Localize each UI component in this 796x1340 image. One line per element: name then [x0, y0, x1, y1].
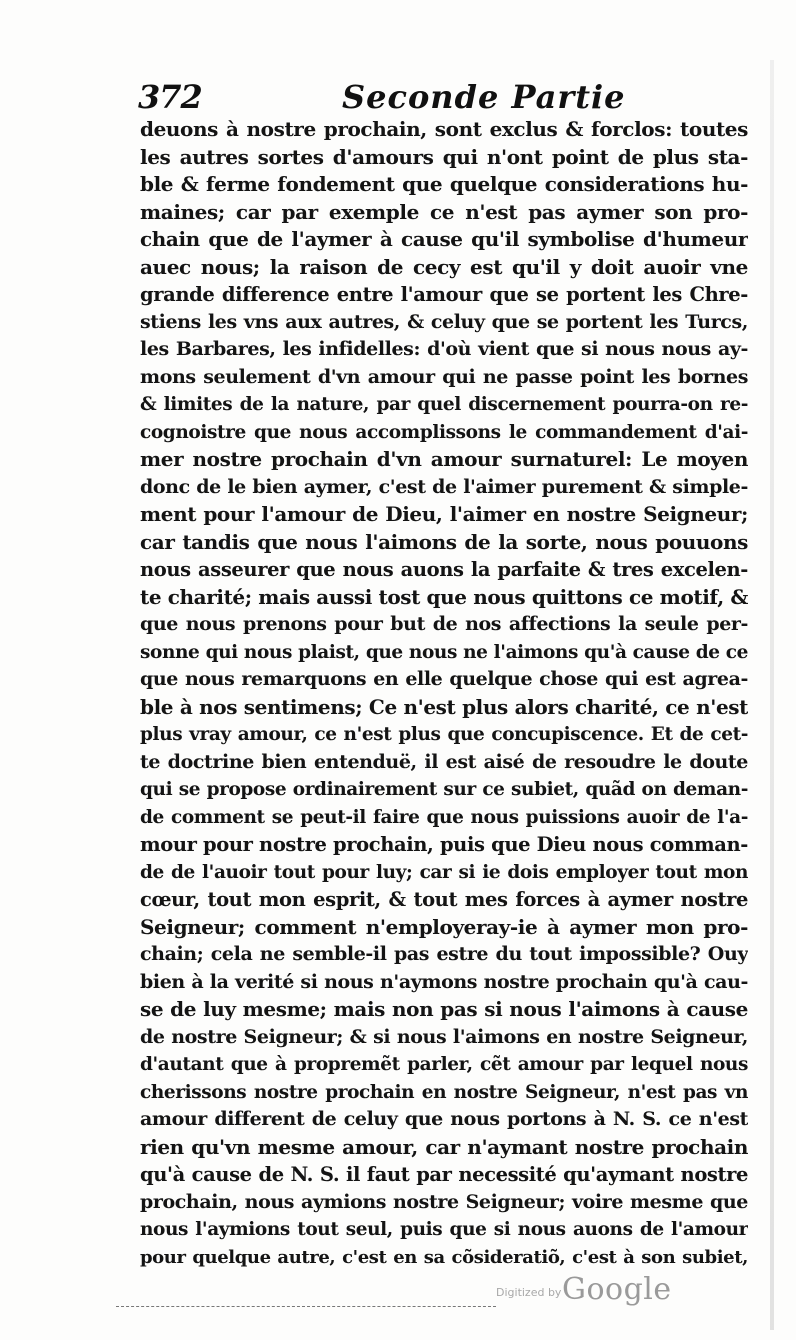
text-line: chain; cela ne semble-il pas estre du tout impossible? Ouy: [140, 943, 748, 965]
text-line: les autres sortes d'amours qui n'ont point de plus sta-: [140, 144, 748, 169]
text-line: les Barbares, les infidelles: d'où vient que si nous nous ay-: [140, 338, 748, 360]
text-line: de de l'auoir tout pour luy; car si ie dois employer tout mon: [140, 861, 748, 883]
text-line: plus vray amour, ce n'est plus que concupiscence. Et de cet-: [140, 724, 748, 745]
text-line: Seigneur; comment n'employeray-ie à aymer mon pro-: [140, 914, 748, 939]
text-line: de comment se peut-il faire que nous puissions auoir de l'a-: [140, 806, 748, 828]
text-line: donc de le bien aymer, c'est de l'aimer purement & simple-: [140, 475, 748, 498]
text-line: ble & ferme fondement que quelque considerations hu-: [140, 172, 748, 196]
digitized-watermark: [496, 1272, 672, 1312]
text-line: qu'à cause de N. S. il faut par necessité qu'aymant nostre: [140, 1163, 748, 1186]
text-line: pour quelque autre, c'est en sa cõsideratiõ, c'est à son subiet,: [140, 1246, 748, 1268]
text-line: grande difference entre l'amour que se portent les Chre-: [140, 283, 748, 306]
text-line: ment pour l'amour de Dieu, l'aimer en nostre Seigneur;: [140, 502, 748, 526]
text-line: sonne qui nous plaist, que nous ne l'aimons qu'à cause de ce: [140, 641, 748, 663]
text-line: & limites de la nature, par quel discernement pourra-on re-: [140, 394, 748, 415]
text-line: rien qu'vn mesme amour, car n'aymant nostre prochain: [140, 1134, 748, 1159]
text-line: stiens les vns aux autres, & celuy que se portent les Turcs,: [140, 310, 748, 333]
text-line: maines; car par exemple ce n'est pas aymer son pro-: [140, 199, 748, 224]
text-line: d'autant que à propremẽt parler, cẽt amour par lequel nous: [140, 1054, 748, 1075]
running-head: Seconde Partie: [342, 78, 626, 116]
text-line: car tandis que nous l'aimons de la sorte, nous pouuons: [140, 529, 748, 554]
text-line: cognoistre que nous accomplissons le commandement d'ai-: [140, 421, 748, 443]
page-number: 372: [138, 78, 202, 116]
text-line: deuons à nostre prochain, sont exclus & forclos: toutes: [140, 117, 748, 141]
text-line: nous asseurer que nous auons la parfaite & tres excelen-: [140, 558, 748, 581]
text-line: auec nous; la raison de cecy est qu'il y doit auoir vne: [140, 254, 748, 279]
watermark-prefix: Digitized by: [496, 1286, 562, 1299]
text-line: que nous remarquons en elle quelque chose qui est agrea-: [140, 668, 748, 690]
text-line: cœur, tout mon esprit, & tout mes forces à aymer nostre: [140, 888, 748, 911]
text-line: prochain, nous aymions nostre Seigneur; voire mesme que: [140, 1190, 748, 1213]
text-line: chain que de l'aymer à cause qu'il symbolise d'humeur: [140, 227, 748, 251]
text-line: amour different de celuy que nous portons à N. S. ce n'est: [140, 1108, 748, 1130]
text-line: mour pour nostre prochain, puis que Dieu nous comman-: [140, 833, 748, 856]
footer-rule: [116, 1306, 496, 1309]
text-line: mons seulement d'vn amour qui ne passe point les bornes: [140, 365, 748, 388]
text-line: se de luy mesme; mais non pas si nous l'aimons à cause: [140, 997, 748, 1021]
page-gutter-shadow: [770, 60, 774, 1330]
text-line: te charité; mais aussi tost que nous quittons ce motif, &: [140, 584, 748, 609]
text-line: bien à la verité si nous n'aymons nostre prochain qu'à cau-: [140, 970, 748, 993]
text-line: cherissons nostre prochain en nostre Seigneur, n'est pas vn: [140, 1081, 748, 1103]
body-text: [140, 116, 748, 1271]
watermark-brand-logo: Google: [562, 1272, 672, 1307]
text-line: nous l'aymions tout seul, puis que si nous auons de l'amour: [140, 1219, 748, 1240]
text-line: que nous prenons pour but de nos affections la seule per-: [140, 613, 748, 635]
text-line: qui se propose ordinairement sur ce subiet, quãd on deman-: [140, 779, 748, 800]
text-line: te doctrine bien entenduë, il est aisé de resoudre le doute: [140, 750, 748, 773]
text-line: de nostre Seigneur; & si nous l'aimons en nostre Seigneur,: [140, 1025, 748, 1048]
text-line: mer nostre prochain d'vn amour surnaturel: Le moyen: [140, 447, 748, 471]
text-line: ble à nos sentimens; Ce n'est plus alors charité, ce n'est: [140, 694, 748, 719]
